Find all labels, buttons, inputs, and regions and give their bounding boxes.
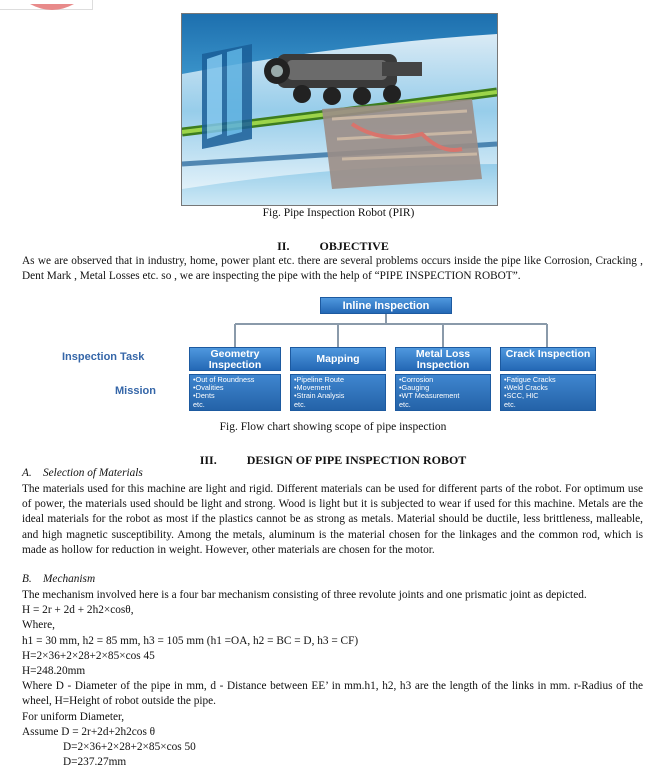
section-heading-design xyxy=(0,453,666,468)
section-title: OBJECTIVE xyxy=(319,239,389,253)
figure1-caption: Fig. Pipe Inspection Robot (PIR) xyxy=(262,207,415,219)
equation-line: D=2×36+2×28+2×85×cos 50 xyxy=(63,741,196,754)
row-label-mission: Mission xyxy=(115,385,156,397)
link-lengths-line: h1 = 30 mm, h2 = 85 mm, h3 = 105 mm (h1 =OA, h2 = BC = D, h3 = CF) xyxy=(22,634,359,647)
logo-fragment xyxy=(0,4,92,13)
row-label-inspection-task: Inspection Task xyxy=(62,351,145,363)
category-mapping: Mapping xyxy=(290,347,386,371)
section-heading-objective xyxy=(0,239,666,254)
materials-paragraph: The materials used for this machine are light and rigid. Different materials can be used for different parts of the robot. For optimum use of power, the materials used should be light and strong. Wood is light but it is subjected to wear if used for this machine. Metals are the ideal materials for the robot as most if the plastics cannot be as strong as metals. Material should be ductile, less brittleness, malleable, and high magnetic susceptibility. Among the metals, aluminum is the material chosen for the linkages and the common rod, which is made as hollow for reduction in weight. However, other materials are chosen for the motor. xyxy=(22,483,643,556)
pipe-robot-illustration xyxy=(182,14,497,205)
subsection-b-heading: B. Mechanism xyxy=(22,573,96,585)
category-geometry-inspection: Geometry Inspection xyxy=(189,347,281,371)
inspection-flowchart xyxy=(0,290,666,420)
mechanism-line: The mechanism involved here is a four bar mechanism consisting of three revolute joints and one prismatic joint as depicted. xyxy=(22,589,587,601)
mechanism-block xyxy=(22,588,643,770)
page-corner-fragment xyxy=(0,0,93,10)
mission-crack: •Fatigue Cracks •Weld Cracks •SCC, HIC etc. xyxy=(500,374,596,411)
mission-geometry: •Out of Roundness •Ovalities •Dents etc. xyxy=(189,374,281,411)
result-line: H=248.20mm xyxy=(22,665,86,678)
variable-definitions: Where D - Diameter of the pipe in mm, d - Distance between EE’ in mm.h1, h2, h3 are the length of the links in mm. r-Radius of the wheel, H=Height of robot outside the pipe. xyxy=(22,680,643,708)
section-number: III. xyxy=(199,453,217,467)
objective-paragraph: As we are observed that in industry, home, power plant etc. there are several problems occurs inside the pipe like Corrosion, Cracking , Dent Mark , Metal Losses etc. so , we are inspecting the pipe with the help of “PIPE INSPECTION ROBOT”. xyxy=(22,255,643,283)
where-line: Where, xyxy=(22,619,55,632)
assume-line: Assume D = 2r+2d+2h2cos θ xyxy=(22,725,156,738)
category-metal-loss-inspection: Metal Loss Inspection xyxy=(395,347,491,371)
pipe-robot-figure xyxy=(181,13,498,206)
category-crack-inspection: Crack Inspection xyxy=(500,347,596,371)
section-number: II. xyxy=(277,239,290,253)
flowchart-root: Inline Inspection xyxy=(320,297,452,314)
uniform-diameter-line: For uniform Diameter, xyxy=(22,710,125,723)
mission-metal-loss: •Corrosion •Gauging •WT Measurement etc. xyxy=(395,374,491,411)
subsection-a-heading: A. Selection of Materials xyxy=(22,467,143,479)
mission-mapping: •Pipeline Route •Movement •Strain Analysis etc. xyxy=(290,374,386,411)
flowchart-caption: Fig. Flow chart showing scope of pipe inspection xyxy=(219,421,447,433)
result-line: D=237.27mm xyxy=(63,756,127,769)
equation-line: H=2×36+2×28+2×85×cos 45 xyxy=(22,649,155,662)
equation-line: H = 2r + 2d + 2h2×cosθ, xyxy=(22,604,134,617)
section-title: DESIGN OF PIPE INSPECTION ROBOT xyxy=(246,453,467,467)
